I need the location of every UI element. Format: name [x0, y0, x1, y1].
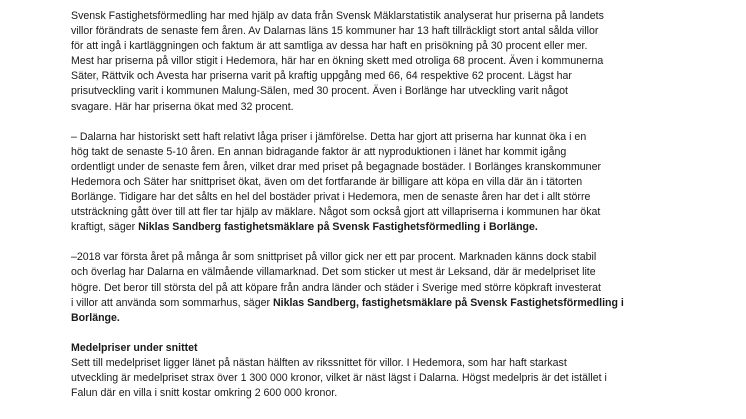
- text-line: högre. Det beror till största del på att köpare från andra länder och städer i Sverige med större köpkraft investerat: [71, 281, 601, 294]
- text-line: – Dalarna har historiskt sett haft relativt låga priser i jämförelse. Detta har gjort att priserna har kunnat öka i en: [71, 130, 587, 143]
- text-line: villor förändrats de senaste fem åren. Av Dalarnas läns 15 kommuner har 13 haft tillräckligt stort antal sålda villor: [71, 25, 599, 38]
- text-line: Borlänge. Tidigare har det sålts en hel del bostäder privat i Hedemora, men de senaste åren har det i allt större: [71, 191, 591, 204]
- text-line: ordentligt under de senaste fem åren, vilket drar med priset på begagnade bostäder. I Borlänges kranskommuner: [71, 160, 601, 173]
- paragraph-quote-history: [71, 130, 681, 236]
- paragraph-price-analysis: [71, 9, 681, 115]
- text-line: utveckling är medelpriset strax över 1 300 000 kronor, vilket är näst lägst i Dalarna. Högst medelpris är det istället i: [71, 371, 607, 384]
- text-run: kraftigt, säger: [71, 221, 139, 234]
- text-line: [71, 296, 681, 311]
- text-line: prisutveckling varit i kommunen Malung-Sälen, med 30 procent. Även i Borlänge har utveckling varit något: [71, 85, 568, 98]
- text-line: Säter, Rättvik och Avesta har priserna varit på kraftig uppgång med 66, 64 respektive 62 procent. Lägst har: [71, 70, 572, 83]
- press-release-document: [71, 9, 681, 401]
- speaker-attribution: Niklas Sandberg fastighetsmäklare på Svensk Fastighetsförmedling i Borlänge.: [138, 221, 538, 234]
- text-line: Svensk Fastighetsförmedling har med hjälp av data från Svensk Mäklarstatistik analyserat hur priserna på landets: [71, 10, 604, 22]
- speaker-attribution: Niklas Sandberg, fastighetsmäklare på Svensk Fastighetsförmedling i: [272, 296, 624, 309]
- text-run: i villor att använda som sommarhus, säger: [71, 296, 273, 309]
- text-line: svagare. Här har priserna ökat med 32 procent.: [71, 100, 294, 113]
- text-line: Mest har priserna på villor stigit i Hedemora, här har en ökning skett med otroliga 68 procent. Även i kommunerna: [71, 55, 604, 68]
- paragraph-average-prices: [71, 356, 681, 401]
- paragraph-quote-2018: [71, 250, 681, 325]
- text-line: Sett till medelpriset ligger länet på nästan hälften av rikssnittet för villor. I Hedemora, som har haft starkast: [71, 356, 567, 369]
- section-heading: Medelpriser under snittet: [71, 341, 198, 354]
- text-line: hög takt de senaste 5-10 åren. En annan bidragande faktor är att nyproduktionen i länet har kommit igång: [71, 145, 567, 158]
- text-line: –2018 var första året på många år som snittpriset på villor gick ner ett par procent. Marknaden känns dock stabil: [71, 251, 597, 264]
- text-line: Hedemora och Säter har snittpriset ökat, även om det fortfarande är billigare att köpa en villa där än i tätorten: [71, 175, 583, 188]
- text-line: Falun där en villa i snitt kostar omkring 2 600 000 kronor.: [71, 387, 338, 400]
- text-line: och överlag har Dalarna en välmående villamarknad. Det som sticker ut mest är Leksand, där är medelpriset lite: [71, 266, 596, 279]
- text-line: utsträckning gått över till att fler tar hjälp av mäklare. Något som också gjort att villapriserna i kommunen har ökat: [71, 206, 601, 219]
- text-line: för att ingå i kartläggningen och faktum är att samtliga av dessa har haft en prisökning på 30 procent eller mer.: [71, 40, 588, 53]
- text-line: [71, 220, 681, 235]
- speaker-attribution-continued: Borlänge.: [71, 311, 120, 324]
